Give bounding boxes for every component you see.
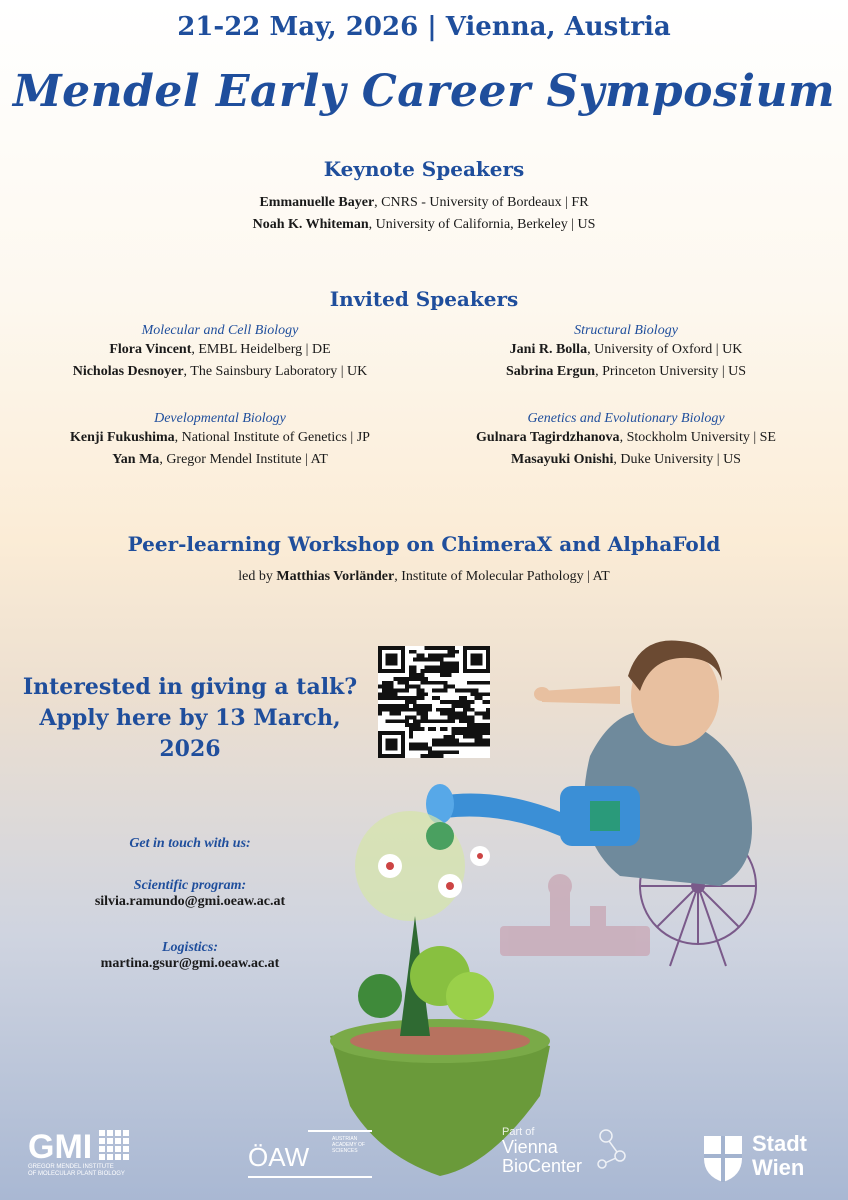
speaker-name: Yan Ma [112, 452, 160, 467]
contact-heading: Get in touch with us: [129, 836, 251, 851]
speaker-affiliation: , Stockholm University | SE [619, 430, 776, 445]
workshop-leader [0, 566, 848, 588]
gmi-logo [28, 1130, 129, 1178]
speaker-group [414, 323, 838, 383]
divider [248, 1176, 372, 1178]
workshop-prefix: led by [238, 569, 277, 584]
speaker-name: Sabrina Ergun [505, 364, 596, 379]
speaker-affiliation: , The Sainsbury Laboratory | UK [183, 364, 368, 379]
email-link[interactable]: martina.gsur@gmi.oeaw.ac.at [100, 956, 280, 971]
field-heading: Molecular and Cell Biology [141, 323, 299, 338]
speaker-affiliation: , Duke University | US [613, 452, 741, 467]
vbc-logo-text: BioCenter [502, 1156, 583, 1176]
stadt-wien-text: Stadt Wien [752, 1131, 807, 1180]
vbc-part-of: Part of [502, 1126, 535, 1138]
speaker-affiliation: , Princeton University | US [595, 364, 747, 379]
event-date-location: 21-22 May, 2026 | Vienna, Austria [177, 12, 671, 42]
speaker-affiliation: , CNRS - University of Bordeaux | FR [374, 195, 589, 210]
mendel-figure [534, 640, 752, 886]
apply-line-2: Apply here by 13 March, 2026 [39, 705, 341, 762]
vbc-logo-text: Vienna [502, 1137, 558, 1157]
gmi-logo-text: GMI [28, 1128, 93, 1166]
invited-speaker [8, 361, 432, 383]
page-title: Mendel Early Career Symposium [12, 66, 836, 117]
invited-speaker [414, 427, 838, 449]
speaker-affiliation: , EMBL Heidelberg | DE [191, 342, 331, 357]
speaker-name: Kenji Fukushima [70, 430, 175, 445]
speaker-name: Flora Vincent [109, 342, 192, 357]
speaker-name: Gulnara Tagirdzhanova [476, 430, 620, 445]
invited-speaker [414, 339, 838, 361]
speaker-group [8, 323, 432, 383]
apply-callout [10, 672, 370, 765]
contact-label: Scientific program: [133, 878, 247, 893]
field-heading: Structural Biology [574, 323, 678, 338]
speaker-name: Matthias Vorländer [276, 569, 395, 584]
contact-scientific [40, 878, 340, 910]
workshop-heading: Peer-learning Workshop on ChimeraX and AlphaFold [127, 532, 721, 556]
apply-line-1: Interested in giving a talk? [22, 674, 358, 700]
divider [308, 1130, 372, 1132]
speaker-affiliation: , Gregor Mendel Institute | AT [159, 452, 328, 467]
contact-block [40, 836, 340, 852]
invited-speaker [414, 449, 838, 471]
city-icon [500, 874, 650, 956]
speaker-name: Noah K. Whiteman [252, 217, 369, 232]
invited-speaker [8, 339, 432, 361]
flowers-icon [355, 811, 490, 921]
speaker-affiliation: , University of California, Berkeley | US [368, 217, 596, 232]
gmi-logo-sub: GREGOR MENDEL INSTITUTE [28, 1164, 114, 1170]
speaker-affiliation: , Institute of Molecular Pathology | AT [394, 569, 610, 584]
contact-label: Logistics: [162, 940, 218, 955]
keynote-speaker [0, 214, 848, 236]
contact-logistics [40, 940, 340, 972]
field-heading: Genetics and Evolutionary Biology [527, 411, 725, 426]
speaker-group [8, 411, 432, 471]
speaker-group [414, 411, 838, 471]
gmi-grid-icon [99, 1130, 129, 1160]
gmi-logo-sub: OF MOLECULAR PLANT BIOLOGY [28, 1171, 125, 1177]
vbc-logo [502, 1126, 582, 1176]
invited-speaker [8, 427, 432, 449]
oeaw-logo-text: ÖAW [248, 1142, 310, 1172]
speaker-name: Nicholas Desnoyer [72, 364, 184, 379]
watering-can-icon [426, 784, 640, 846]
mendel-illustration [320, 636, 840, 1176]
speaker-name: Emmanuelle Bayer [259, 195, 375, 210]
email-link[interactable]: silvia.ramundo@gmi.oeaw.ac.at [94, 894, 286, 909]
speaker-affiliation: , National Institute of Genetics | JP [174, 430, 370, 445]
oeaw-logo-sub: AUSTRIAN ACADEMY OF SCIENCES [332, 1136, 365, 1154]
molecule-icon [594, 1126, 630, 1186]
keynote-heading: Keynote Speakers [323, 157, 525, 181]
speaker-name: Jani R. Bolla [509, 342, 588, 357]
keynote-speaker [0, 192, 848, 214]
field-heading: Developmental Biology [154, 411, 286, 426]
invited-speaker [414, 361, 838, 383]
shield-icon [702, 1134, 744, 1184]
invited-speaker [8, 449, 432, 471]
speaker-name: Masayuki Onishi [511, 452, 614, 467]
oeaw-logo [248, 1130, 378, 1185]
invited-heading: Invited Speakers [329, 287, 519, 311]
speaker-affiliation: , University of Oxford | UK [587, 342, 743, 357]
